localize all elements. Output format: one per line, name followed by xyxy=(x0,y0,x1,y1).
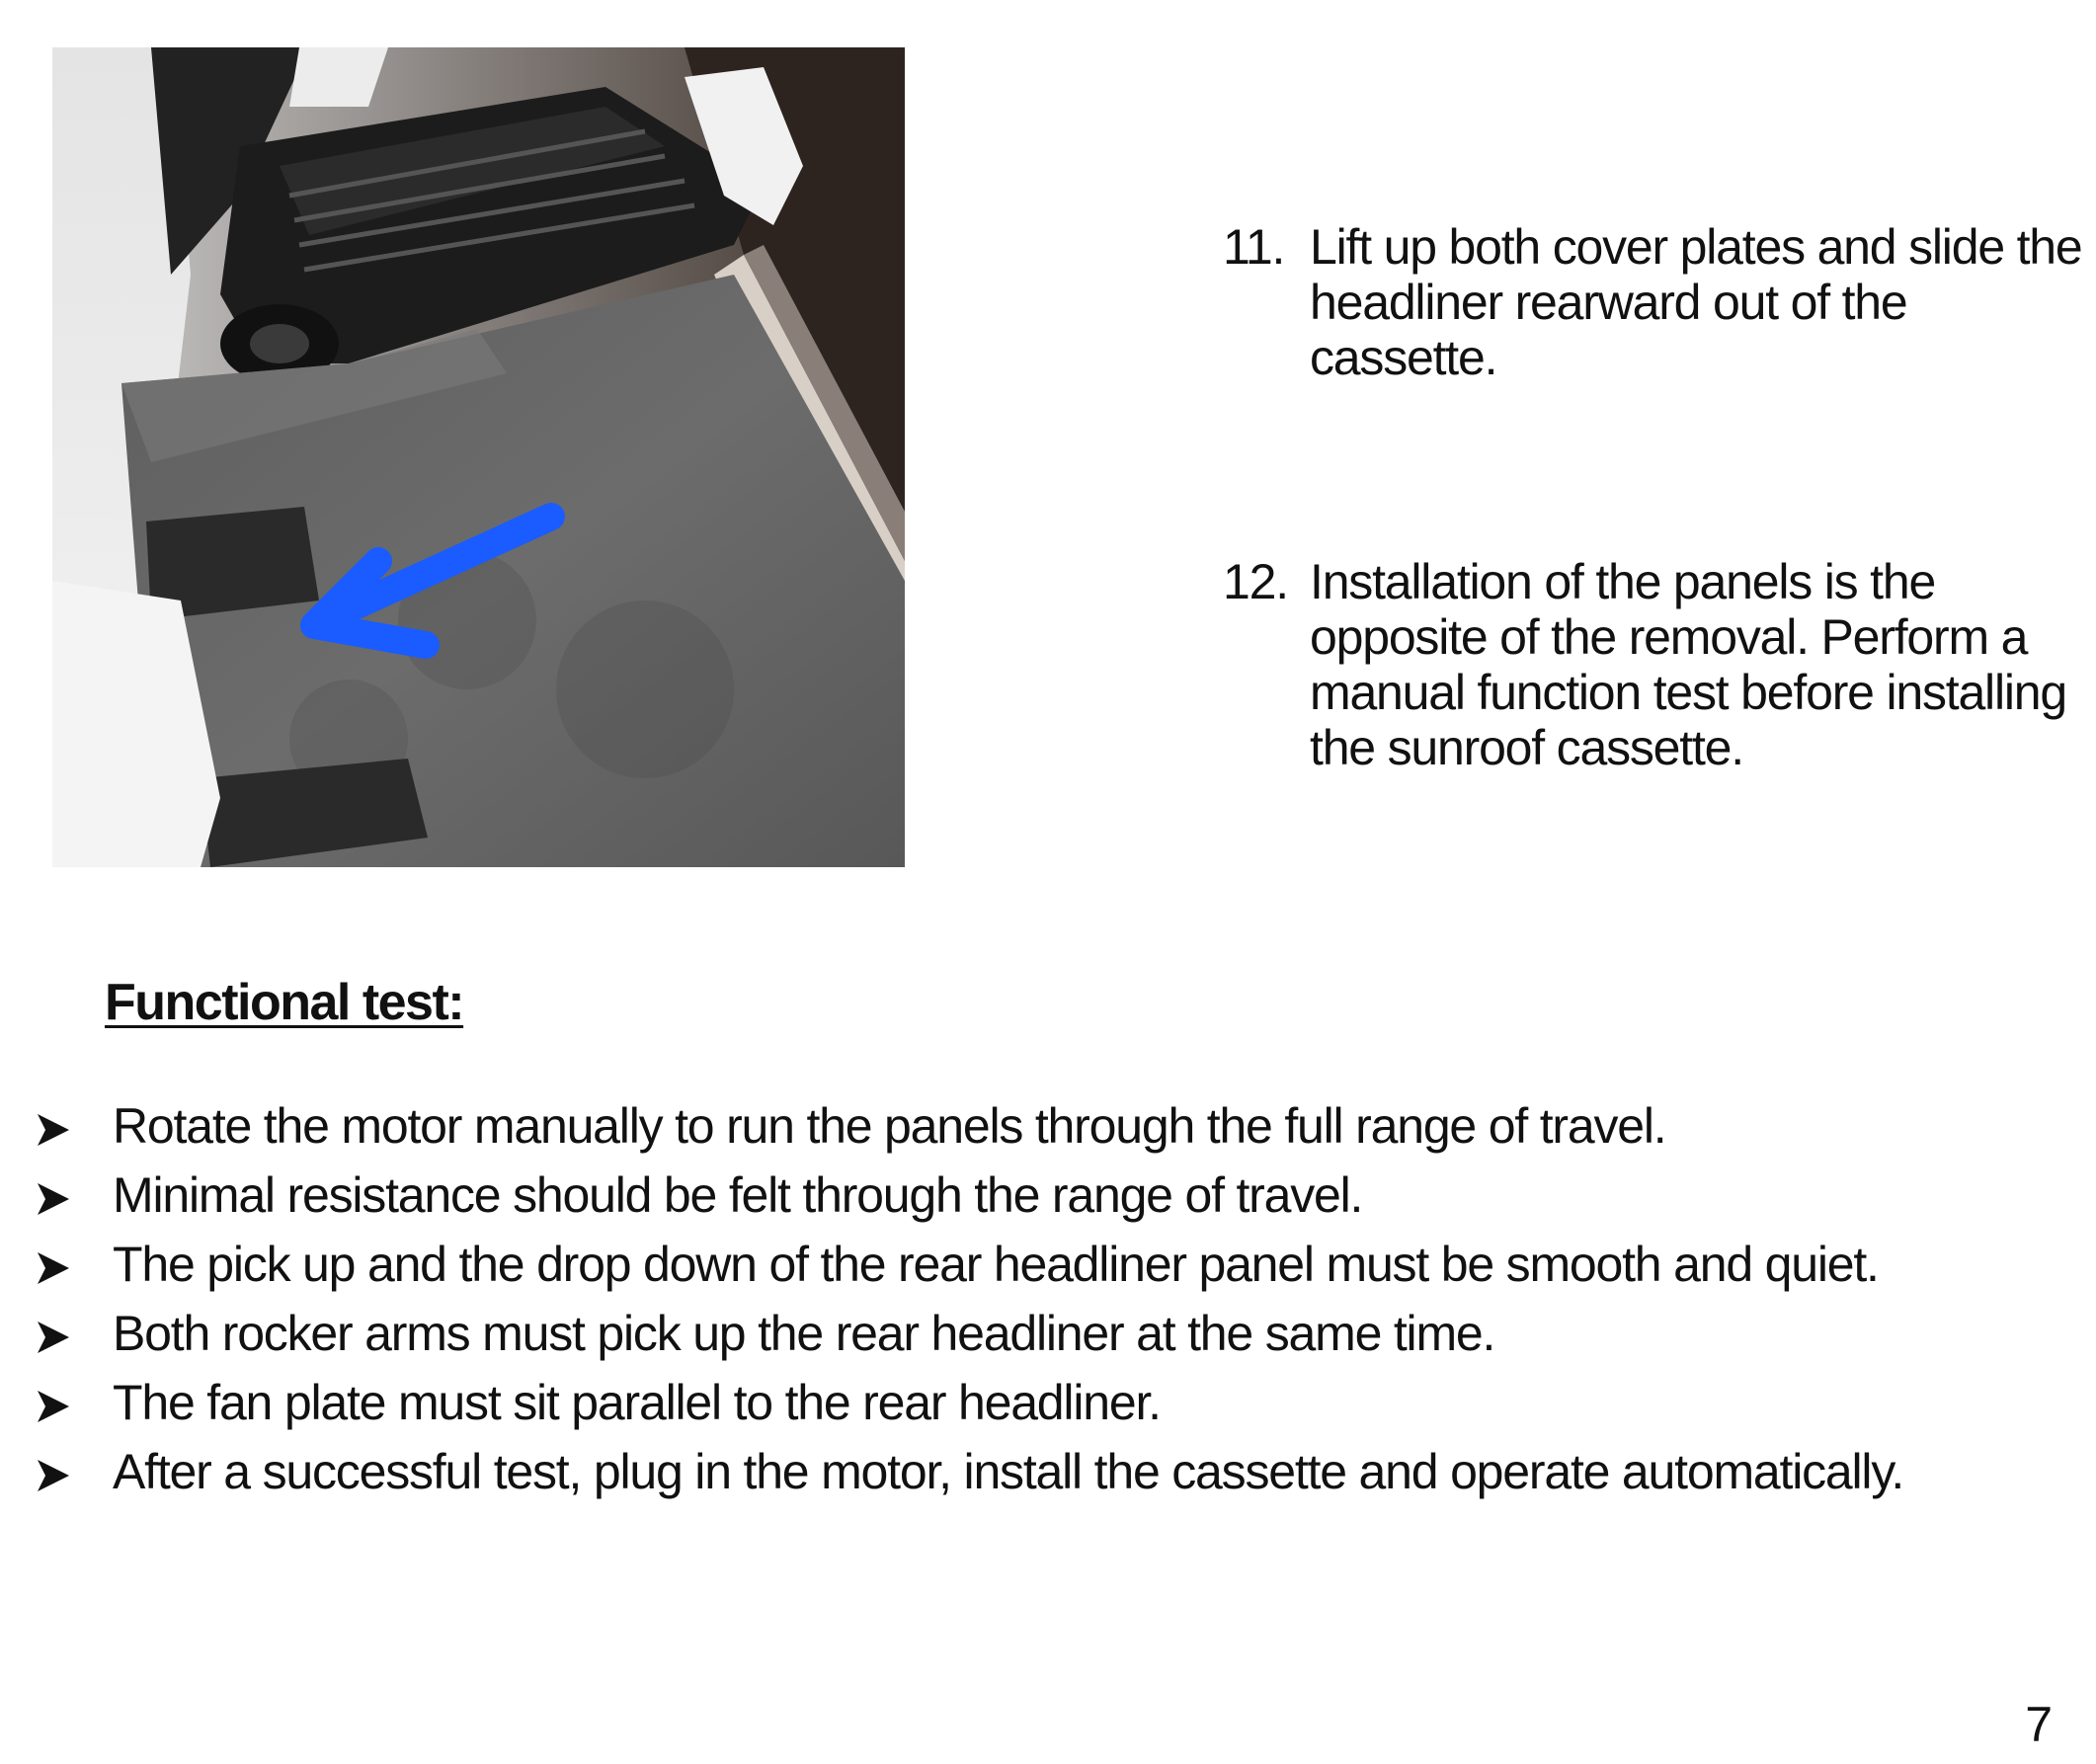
checklist-item-text: The fan plate must sit parallel to the rear headliner. xyxy=(113,1375,1161,1430)
photo-illustration xyxy=(52,47,905,867)
checklist-item xyxy=(36,1373,2011,1442)
checklist-item xyxy=(36,1096,2011,1165)
step-text: Lift up both cover plates and slide the headliner rearward out of the cassette. xyxy=(1310,219,2082,385)
checklist-item-text: The pick up and the drop down of the rear headliner panel must be smooth and quiet. xyxy=(113,1237,1879,1292)
checklist-item-text: Both rocker arms must pick up the rear headliner at the same time. xyxy=(113,1306,1495,1361)
step-number: 12. xyxy=(1223,554,1288,609)
arrowhead-bullet-icon xyxy=(36,1458,71,1493)
checklist-item-text: After a successful test, plug in the motor, install the cassette and operate automatically. xyxy=(113,1444,1904,1499)
arrowhead-bullet-icon xyxy=(36,1250,71,1286)
section-title: Functional test: xyxy=(105,974,464,1031)
functional-test-checklist xyxy=(36,1096,2011,1511)
arrowhead-bullet-icon xyxy=(36,1389,71,1424)
headliner-removal-photo xyxy=(52,47,905,867)
step-12 xyxy=(1223,554,2082,775)
instruction-steps xyxy=(1223,219,2082,775)
checklist-item-text: Minimal resistance should be felt through the range of travel. xyxy=(113,1167,1363,1223)
step-number: 11. xyxy=(1223,219,1285,275)
checklist-item-text: Rotate the motor manually to run the panels through the full range of travel. xyxy=(113,1098,1666,1154)
checklist-item xyxy=(36,1235,2011,1304)
checklist-item xyxy=(36,1442,2011,1511)
step-11 xyxy=(1223,219,2082,385)
arrowhead-bullet-icon xyxy=(36,1181,71,1217)
checklist-item xyxy=(36,1165,2011,1235)
arrowhead-bullet-icon xyxy=(36,1320,71,1355)
checklist-item xyxy=(36,1304,2011,1373)
step-text: Installation of the panels is the opposite of the removal. Perform a manual function test before installing the sunroof cassette. xyxy=(1310,554,2066,775)
page-number: 7 xyxy=(2025,1697,2053,1752)
arrowhead-bullet-icon xyxy=(36,1112,71,1148)
